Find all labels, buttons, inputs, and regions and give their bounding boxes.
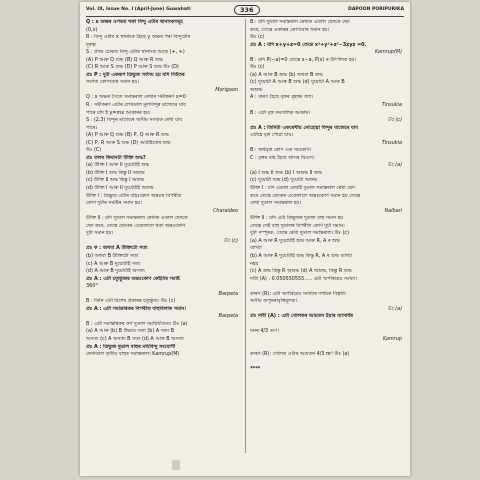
text-line: উক্তি II : যদি দুডাল সমান্তৰাল ৰেখাক এডাল ছেদকে <box>86 215 188 222</box>
text-line <box>250 283 402 291</box>
text-line: কৰে তেন্তে ছেদকৰ একেফালে অন্তঃকোণ সমান হয় তেন্তে <box>250 192 361 199</box>
text-line: পাৰে। <box>86 124 98 131</box>
text-line: ছেদ কৰে, তেন্তে ছেদকৰ একেফালে থকা অন্তঃকোণ <box>86 222 185 229</box>
text-line: (d) A আৰু B দুয়োটাই অসত্য <box>86 268 145 275</box>
text-line: ঘনৰ 4/3 গুণ। <box>250 328 279 335</box>
text-line: দুটা সমান হয়। <box>86 230 114 237</box>
left-column <box>86 19 238 453</box>
text-line: Tinsukia <box>381 139 402 146</box>
text-line: (C) P, R আৰু S শুদ্ধ (D) আটাইবোৰ শুদ্ধ <box>86 139 171 146</box>
text-line: B : অৰ্দ্ধবৃত্ত কোণ এক সমকোণ। <box>250 147 312 154</box>
text-line: (a) I শুদ্ধ II শুদ্ধ (b) I অশুদ্ধ II শুদ্ধ <box>250 169 322 176</box>
text-line: দাবী (A) : 0.050550555..... এটা অপৰিমেয় সংখ্যা। <box>250 275 357 282</box>
text-line: (b) A আৰু R দুয়োটাই শুদ্ধ কিন্তু R, A ৰ শুদ্ধ ব্যাখ্যা <box>250 252 353 259</box>
text-line: উঃ (c) <box>250 64 265 71</box>
page-number: 336 <box>234 5 260 15</box>
text-line: B : যদি P(−a)=0 তেন্তে x−a, P(x) ৰ উৎপাদক হয়। <box>250 56 357 63</box>
text-line <box>250 344 402 352</box>
text-line: Morigaon <box>215 86 238 93</box>
folded-corner <box>172 460 180 470</box>
text-line: S : প্ৰথম চোকত বিন্দু এটাৰ স্থানাংক আছে (+, +) <box>86 49 185 56</box>
text-line: B : এটা বৃত্ত সমতলিক আকাৰ। <box>250 109 310 116</box>
column-divider <box>245 19 246 453</box>
text-line: (C) R আৰু S শুদ্ধ (D) P আৰু S শুদ্ধ উঃ (D) <box>86 64 179 71</box>
text-line: দুটা সম্পূৰক, তেন্তে ৰেখা দুডাল সমান্তৰাল। উঃ (c) <box>250 230 349 237</box>
journal-page <box>80 2 410 476</box>
text-line: R : সমীকৰণ এটাৰ লেখডাল মূলবিন্দুৰ মাজেৰে যাব <box>86 102 186 109</box>
text-line: অশুদ্ধ <box>250 86 263 93</box>
text-line: (c) A আৰু B দুয়োটাই সত্য <box>86 260 141 267</box>
text-line: Nalbari <box>384 207 402 214</box>
text-line: (a) A আৰু R দুয়োটাই শুদ্ধ আৰু R, A ৰ শুদ্ধ <box>250 237 340 244</box>
text-line: (a) A আৰু B শুদ্ধ (b) অথবা B শুদ্ধ <box>250 71 323 78</box>
text-line: উক্তি II : যদি এটা ত্ৰিভুজৰ দুডাল বাহু সমান হয় <box>250 215 344 222</box>
text-line: প্ৰঃ দাবী (A) : এটা গোলকৰ আয়তন ইয়াৰ ব্যাসাৰ্ধৰ <box>250 313 353 320</box>
text-line: উঃ (C) <box>86 147 102 154</box>
text-line: কাৰণ (R): এটা অপৰিমেয় সংখ্যাৰ দশমিক বিস্তৃতি <box>250 290 346 297</box>
text-line: Q : x অক্ষৰ ওপৰত থকা বিন্দু এটাৰ স্থানাংকসমূহ <box>86 19 183 25</box>
text-line: প্ৰঃ A : যদি x+y+z=0 তেন্তে x³+y³+z³−3xyz =0. <box>250 41 367 48</box>
text-line: উঃ (a) <box>387 162 402 169</box>
text-line: B : যদি দুডাল সমান্তৰাল ৰেখাক এডাল ছেদকে ছেদ <box>250 19 350 25</box>
issue-label: Vol. IX, Issue No. I (April-June) Guwahati <box>86 7 191 12</box>
text-line: A : বাৰণ হৈছে বৃত্তৰ বৃহত্তম জ্যা। <box>250 94 314 101</box>
text-line: ব্যাখ্যা <box>250 245 262 252</box>
text-line: **** <box>250 366 261 373</box>
text-line: অসত্য (c) A অসত্য B সত্য (d) A আৰু B অসত্য <box>86 335 184 342</box>
text-line: Barpeta <box>218 290 238 297</box>
text-line: (b) উক্তি I শুদ্ধ কিন্তু II অশুদ্ধ <box>86 169 145 176</box>
text-line: প্ৰঃ P : দুটা একৰূপ ত্ৰিভুজ সৰ্বসম হয় যদি সিহঁতৰ <box>86 71 185 78</box>
text-line: (d) উক্তি I আৰু II দুয়োটাই অশুদ্ধ <box>86 185 154 192</box>
text-line: প্ৰঃ A : এটা চতুৰ্ভুজৰ অন্তঃকোণ কেইটাৰ সমষ্টি <box>86 275 180 282</box>
header-rule <box>86 16 404 17</box>
text-line: উঃ (c) <box>387 117 402 124</box>
text-line <box>250 321 402 329</box>
text-line: C : বৃত্তৰ বাহ হৈছে ব্যাসৰ দ্বিগুণ। <box>250 154 315 161</box>
text-line: (a) উক্তি I আৰু II দুয়োটাই শুদ্ধ <box>86 162 150 169</box>
text-line: কোণ দুটাৰ সমষ্টিৰ সমান হয়। <box>86 200 142 207</box>
text-line: কৰে, তেন্তে একান্তৰ কোণবোৰ সমান হয়। <box>250 26 330 33</box>
text-line: এটাহে বৃত্ত পোৱা যায়। <box>250 132 294 139</box>
text-line: R : বিন্দু এটাৰ x স্থানাংক হৈছে y অক্ষৰ পৰা বিন্দুটোৰ <box>86 34 191 41</box>
journal-title: DAPOON PORIPURIKA <box>348 7 404 12</box>
text-line: Q : x অক্ষৰ সৈতে সমান্তৰাল ৰেখাৰ সমীকৰণ x=0 <box>86 94 186 101</box>
text-line: (A) P আৰু Q শুদ্ধ (B) P, Q আৰু R শুদ্ধ <box>86 132 169 139</box>
text-line: নহয় <box>250 260 259 267</box>
text-line: প্ৰঃ তলৰ কিমানটা উক্তি শুদ্ধ? <box>86 154 146 161</box>
text-line: B : এটা সমান্তৰিকৰ কৰ্ণ দুডাল সমদ্বিখণ্ডিত। উঃ (a) <box>86 320 188 327</box>
text-line <box>250 359 402 367</box>
text-line: তেন্তে সেই বাহু দুডালৰ বিপৰীত কোণ দুটা সমান। <box>250 222 345 229</box>
text-line: প্ৰঃ A : এটা সমান্তৰিকৰ বিপৰীত বাহুবিলাক সমান। <box>86 305 186 312</box>
text-line: দূৰত্ব। <box>86 41 97 48</box>
right-column <box>250 19 402 453</box>
text-line: Kamrup <box>382 335 402 342</box>
text-line: উঃ (c) <box>250 34 265 41</box>
text-line: (c) দুয়োটা A আৰু B শুদ্ধ (d) দুয়োটা A আৰু B <box>250 79 345 86</box>
text-line: Kamrup(M) <box>374 49 402 56</box>
text-line: সংগত কোণবোৰ সমান হয়। <box>86 79 139 86</box>
text-line: (a) A আৰু (b) B উভয়ে সত্য (b) A সত্য B <box>86 328 174 335</box>
text-line: 360° <box>86 283 98 290</box>
text-line: উঃ (a) <box>387 305 402 312</box>
text-line: (c) উক্তি II শুদ্ধ কিন্তু I অশুদ্ধ <box>86 177 145 184</box>
text-line: B : তিনি এটা বিশেষ প্ৰকাৰৰ চতুৰ্ভুজ। উঃ (c) <box>86 298 176 305</box>
text-line: (0,x) <box>86 26 98 33</box>
text-line: উক্তি I : যদি এডাল ৰেখাই দুডাল সমান্তৰাল ৰেখা ছেদ <box>250 185 355 192</box>
text-line: S : (2,3) বিন্দুৰ মাজেৰে অসীম সংখ্যক ৰেখা যাব <box>86 117 183 124</box>
text-line: উঃ (c) <box>223 237 238 244</box>
text-line: Barpeta <box>218 313 238 320</box>
text-line: (A) P আৰু Q শুদ্ধ (B) Q আৰু R শুদ্ধ <box>86 56 163 63</box>
text-line: কাৰণ (R): গোলক এটাৰ আয়তন 4/3 πr³ উঃ (a) <box>250 351 350 358</box>
text-line: (b) অথবা B উক্তিটো সত্য <box>86 252 139 259</box>
text-line: প্ৰঃ ক : অথবা A উক্তিটো সত্য <box>86 245 148 252</box>
text-line: উক্তি I : ত্ৰিভুজ এটাৰ বহিঃকোণ অন্তঃস্থ বিপৰীত <box>86 192 182 199</box>
text-line: Tinsukia <box>381 102 402 109</box>
text-line: ৰেখা দুডাল সমান্তৰাল হয়। <box>250 200 302 207</box>
text-line: প্ৰঃ A : ত্ৰিভুজ দুডাল বাহুৰ মধ্যবিন্দু সংযোগী <box>86 343 176 350</box>
text-line: ৰেখাডাল তৃতীয় বাহুৰ সমান্তৰাল। Kamrup(M) <box>86 351 180 358</box>
text-line: (c) A শুদ্ধ কিন্তু R অশুদ্ধ (d) A অশুদ্ধ, কিন্তু R শুদ্ধ <box>250 268 352 275</box>
text-line: (c) দুয়োটা শুদ্ধ (d) দুয়োটা অশুদ্ধ <box>250 177 317 184</box>
text-line: Charaideo <box>213 207 238 214</box>
text-line: অসীম অপুনৰাবৃত্তিমূলক। <box>250 298 297 305</box>
text-line: পাৰে যদি ই y=mx আকাৰৰ হয়। <box>86 109 151 116</box>
text-line: প্ৰঃ A : তিনিটা একৰেখীয় নোহোৱা বিন্দুৰ মাজেৰে যাব <box>250 124 358 131</box>
